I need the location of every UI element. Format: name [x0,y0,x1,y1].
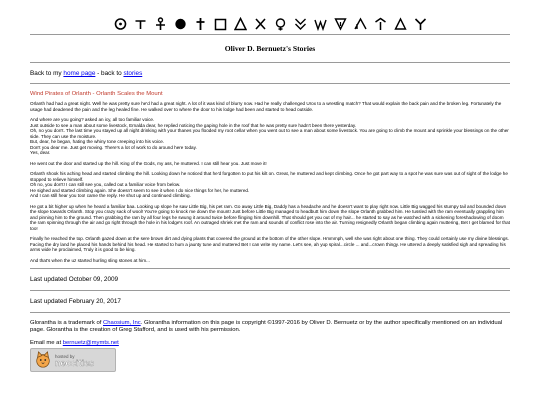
air-rune-icon [254,17,267,31]
story-paragraph: He got a bit higher up when he heard a familiar baa. Looking up slope he saw Little Big, his pet ram. Go away Little Big, Daddy has a headache and he doesn't want to play right now. Little Big wagged his stumpy tail and bounded down the slope towards Orlanth. Stop you crazy sack of wool! You're going to knock me down the mount! Just before Little Big managed to headbutt him down the slope Orlanth grabbed him. He tussled with the ram eventually grappling him and pinning him to the ground. Then grabbing the ram by all four legs he swung it around twice before flinging him downhill. That should get you out of my hair... he started to say as he watched with a sickening foreshadowing of doom the ram spinning through the air and go right through the hole in his lodge's roof. An outraged shriek met the ram and sounds of conflict rose into the air. Turning resignedly Orlanth began climbing again muttering, Bet I get blamed for that too! [30,203,510,231]
harmony-rune-icon [334,17,347,31]
nav-prefix: Back to my [30,70,64,77]
copyright-notice [30,320,510,334]
divider [30,83,510,84]
story-paragraph: Finally he reached the top. Orlanth gazed down at the sere brown dirt and dying plants that covered the ground at the bottom of the other slope. Hmmmph, well she was right about one thing. They could certainly use my divine blessings. Facing the dry land he placed his hands behind his head. He started to hum a jaunty tune and muttered Bet I can write my name. Let's see, ah yup spiral...circle ... and...crown thingy. He uttered a deeply satisfied sigh and spreading his arms wide he proclaimed, Truly it is good to be king. [30,236,509,252]
email-line [30,340,510,346]
truth-rune-icon [354,17,367,31]
fire-rune-icon [234,17,247,31]
email-link[interactable]: bernuetz@mymts.net [62,340,119,346]
badge-small-text: hosted by [55,354,75,359]
chaos-rune-icon [314,17,327,31]
breadcrumb [30,70,510,77]
story-paragraph: And that's when the uz started hurling sling stones at him... [30,257,150,263]
water-rune-icon [134,17,147,31]
page-title: Oliver D. Bernuetz's Stories [224,44,316,53]
chaosium-link[interactable]: Chaosium, Inc [103,320,141,326]
death-rune-icon [194,17,207,31]
divider [30,312,510,313]
story-paragraph: And where are you going? asked an icy, all too familiar voice. Just outside to see a man about some livestock, Ernalda dear, he replied noticing the gaping hole in the roof that he was pretty sure hadn't been there yesterday. Oh, no you don't. The last time you stayed up all night drinking with your thanes you flooded my root cellar when you went out to see a man about some livestock. You are going to climb the mount and sprinkle your blessings on the other side. They can use the moisture. But, dear, he began, hating the whiny tone creeping into his voice. Don't you dear me. Just get moving. There's a lot of work to do around here today. Yes, dear. [30,117,509,155]
home-page-link[interactable]: home page [63,70,96,77]
story-title: Wind Pirates of Orlanth - Orlanth Scales the Mount [30,91,163,97]
divider [30,34,510,35]
darkness-rune-icon [174,17,187,31]
magic-rune-icon [374,17,387,31]
last-updated: Last updated February 20, 2017 [30,298,121,305]
nav-middle: - back to [95,70,124,77]
story-body [30,101,510,263]
plant-rune-icon [414,17,427,31]
story-paragraph: Orlanth had had a great night. Well he was pretty sure he'd had a great night. A lot of it was kind of blurry now. Had he really challenged Urox to a wrestling match? That would explain the back pain and the broken leg. Fortunately the usage had deadened the pain and the leg healed fine. He walked over to where the door to his lodge had been and started to head outside. [30,101,502,112]
divider [30,62,510,63]
divider [30,268,510,269]
stories-link[interactable]: stories [123,70,143,77]
neocities-badge[interactable] [30,348,116,372]
man-rune-icon [154,17,167,31]
spirit-rune-icon [114,17,127,31]
movement-rune-icon [294,17,307,31]
copyright-part1: Glorantha is a trademark of [30,320,104,326]
badge-big-text: neocities [55,358,95,368]
badge-text [55,353,94,367]
neocities-cat-icon [34,351,52,369]
last-updated: Last updated October 09, 2009 [30,276,119,283]
email-prefix: Email me at [30,340,63,346]
illusion-rune-icon [394,17,407,31]
story-paragraph: He went out the door and started up the hill. King of the Gods, my ass, he muttered. I can still hear you. Just move it! [30,160,267,166]
divider [30,290,510,291]
earth-rune-icon [214,17,227,31]
rune-bar [0,0,540,34]
copyright-part2: . Glorantha information on this page is copyright ©1997-2016 by Oliver D. Bernuetz or by the author specifically mentioned on an individual page. Glorantha is the creation of Greg Stafford, and is used with his permission. [30,320,503,333]
story-paragraph: Orlanth shook his aching head and started climbing the hill. Looking down he noticed that he'd forgotten to put his kilt on. Great, he muttered and kept climbing. Once he got part way to a spot he was sure was out of sight of the lodge he stopped to relieve himself. Oh no, you don't! I can still see you, called out a familiar voice from below. He sighed and started climbing again. She doesn't seem to see it when I do nice things for her, he muttered. And I can still hear you too! came the reply. He shut up and continued climbing. [30,171,508,198]
beast-rune-icon [274,17,287,31]
